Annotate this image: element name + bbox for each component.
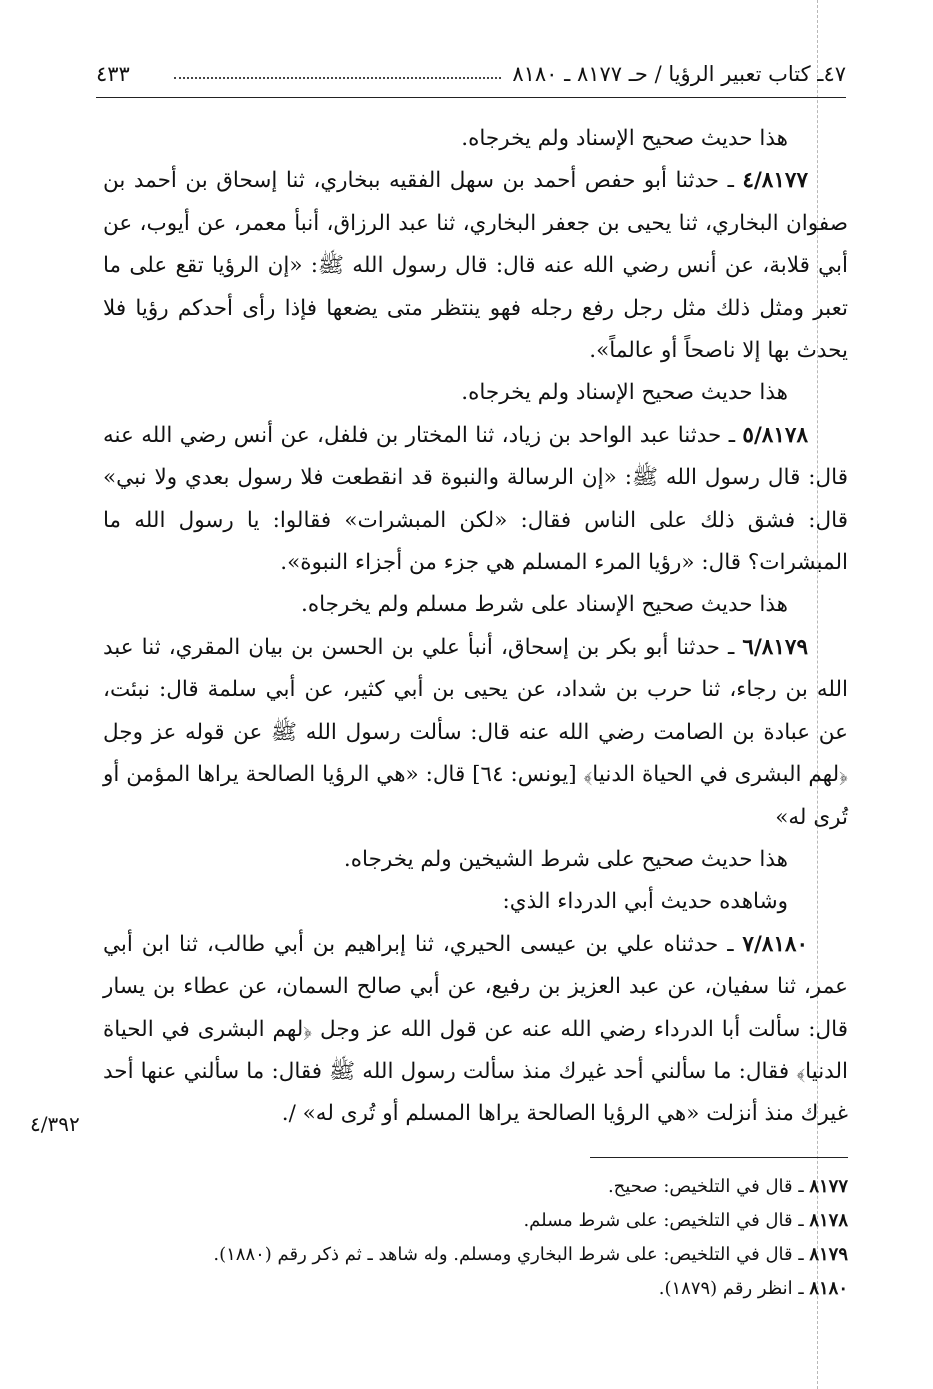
footnote-text: ـ انظر رقم (١٨٧٩).	[658, 1278, 810, 1299]
grading-note: هذا حديث صحيح الإسناد على شرط مسلم ولم يخرجاه.	[301, 592, 788, 618]
footnote-text: ـ قال في التلخيص: على شرط مسلم.	[523, 1210, 810, 1231]
hadith-text: ـ حدثنا أبو بكر بن إسحاق، أنبأ علي بن الحسن بن بيان المقري، ثنا عبد الله بن رجاء، ثنا حرب بن شداد، عن يحيى بن أبي كثير، عن أبي سلمة قال: نبئت، عن عبادة بن الصامت رضي الله عنه قال: سألت رسول الله ﷺ عن قوله عز وجل ﴿لهم البشرى في الحياة الدنيا﴾ [يونس: ٦٤] قال: «هي الرؤيا الصالحة يراها المؤمن أو تُرى له»	[103, 634, 848, 830]
header-dot-leader	[174, 77, 501, 79]
hadith-number: ٤/٨١٧٧	[742, 168, 808, 194]
hadith-paragraph	[103, 160, 848, 372]
header-rule	[96, 97, 846, 98]
hadith-paragraph	[103, 627, 848, 839]
page-number: ٤٣٣	[96, 62, 130, 86]
footnote-rule	[590, 1157, 848, 1158]
grading-note: هذا حديث صحيح الإسناد ولم يخرجاه.	[461, 126, 788, 151]
hadith-text: ـ حدثنا أبو حفص أحمد بن سهل الفقيه ببخاري، ثنا إسحاق بن أحمد بن صفوان البخاري، ثنا يحيى بن جعفر البخاري، ثنا عبد الرزاق، أنبأ معمر، عن أيوب، عن أبي قلابة، عن أنس رضي الله عنه قال: قال رسول الله ﷺ: «إن الرؤيا تقع على ما تعبر ومثل ذلك مثل رجل رفع رجله فهو ينتظر متى يضعها فإذا رأى أحدكم رؤيا فلا يحدث بها إلا ناصحاً أو عالماً».	[103, 168, 848, 364]
footnote-text: ـ قال في التلخيص: صحيح.	[607, 1176, 810, 1197]
running-header	[96, 62, 846, 96]
hadith-number: ٥/٨١٧٨	[742, 422, 808, 448]
footnote	[103, 1170, 848, 1204]
footnote-text: ـ قال في التلخيص: على شرط البخاري ومسلم. وله شاهد ـ ثم ذكر رقم (١٨٨٠).	[213, 1244, 810, 1265]
footnote-number: ٨١٧٨	[809, 1210, 848, 1231]
margin-reference: ٤/٣٩٢	[30, 1112, 80, 1136]
hadith-paragraph	[103, 924, 848, 1136]
footnote	[103, 1272, 848, 1306]
hadith-text: ـ حدثنا عبد الواحد بن زياد، ثنا المختار بن فلفل، عن أنس رضي الله عنه قال: قال رسول الله ﷺ: «إن الرسالة والنبوة قد انقطعت فلا رسول بعدي ولا نبي» قال: فشق ذلك على الناس فقال: «لكن المبشرات» فقالوا: يا رسول الله ما المبشرات؟ قال: «رؤيا المرء المسلم هي جزء من أجزاء النبوة».	[103, 422, 848, 576]
hadith-text: ـ حدثناه علي بن عيسى الحيري، ثنا إبراهيم بن أبي طالب، ثنا ابن أبي عمر، ثنا سفيان، عن عبد العزيز بن رفيع، عن أبي صالح السمان، عن عطاء بن يسار قال: سألت أبا الدرداء رضي الله عنه عن قول الله عز وجل ﴿لهم البشرى في الحياة الدنيا﴾ فقال: ما سألني أحد غيرك منذ سألت رسول الله ﷺ فقال: ما سألني عنها أحد غيرك منذ أنزلت «هي الرؤيا الصالحة يراها المسلم أو تُرى له» /.	[103, 931, 848, 1127]
witness-note: وشاهده حديث أبي الدرداء الذي:	[502, 889, 788, 915]
hadith-paragraph	[103, 415, 848, 585]
grading-note: هذا حديث صحيح الإسناد ولم يخرجاه.	[461, 380, 788, 406]
grading-note: هذا حديث صحيح على شرط الشيخين ولم يخرجاه.	[343, 846, 788, 872]
footnotes	[103, 1170, 848, 1306]
header-title: ٤٧ـ كتاب تعبير الرؤيا / حـ ٨١٧٧ ـ ٨١٨٠	[512, 62, 846, 86]
footnote	[103, 1238, 848, 1272]
footnote-number: ٨١٧٩	[809, 1244, 848, 1265]
main-text	[103, 118, 848, 1136]
hadith-number: ٦/٨١٧٩	[742, 634, 808, 660]
footnote-number: ٨١٨٠	[809, 1278, 848, 1299]
footnote	[103, 1204, 848, 1238]
hadith-number: ٧/٨١٨٠	[742, 931, 808, 957]
footnote-number: ٨١٧٧	[809, 1176, 848, 1197]
